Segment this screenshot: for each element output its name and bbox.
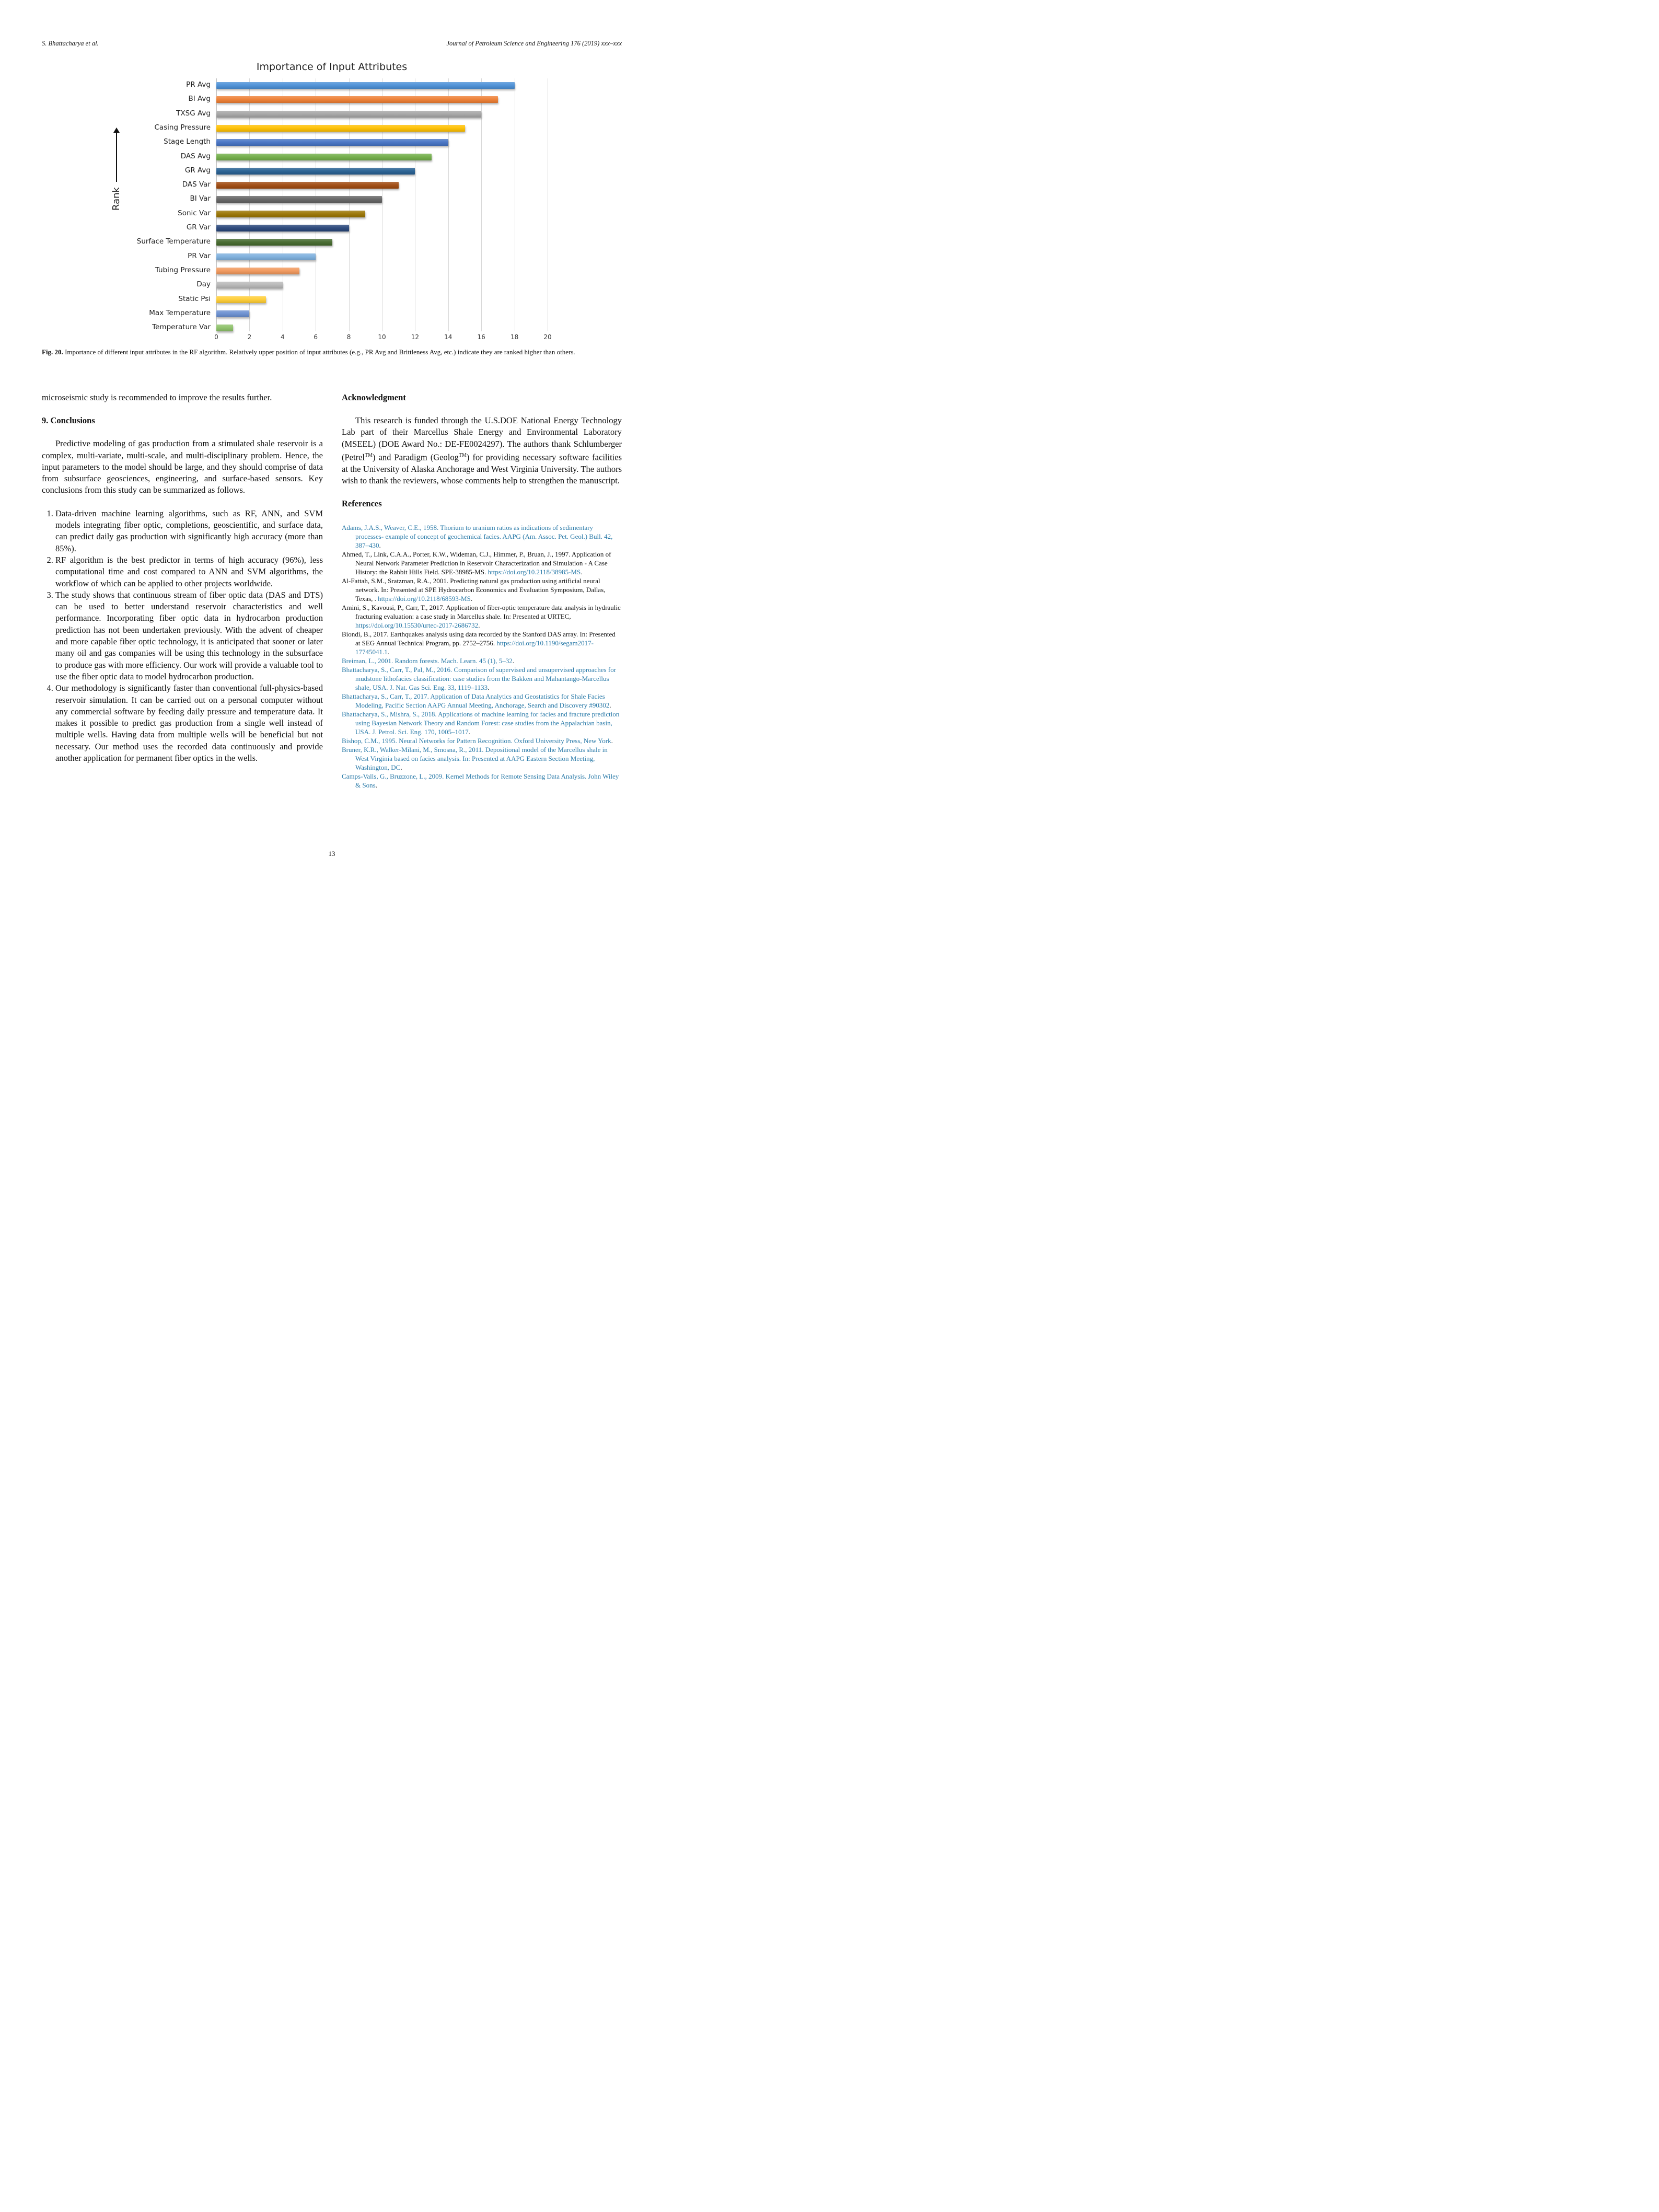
reference-text: Al-Fattah, S.M., Sratzman, R.A., 2001. Predicting natural gas production using artificial neural network. In: Presented at SPE Hydrocarbon Economics and Evaluation Symposium, Dallas, Texas, .	[342, 577, 606, 603]
figure-20-chart	[0, 0, 664, 345]
bar	[216, 325, 233, 331]
bar-row	[152, 321, 548, 335]
left-column	[42, 392, 323, 764]
reference-entry	[342, 710, 622, 736]
category-label: GR Avg	[184, 166, 211, 175]
category-label: BI Var	[190, 194, 211, 203]
conclusions-list	[42, 508, 323, 765]
conclusion-item: 2. RF algorithm is the best predictor in terms of high accuracy (96%), less computational time and cost compared to ANN and SVM algorithms, the workflow of which can be applied to other projects worldwide.	[55, 554, 323, 589]
ack-text: ) for providing necessary software facilities at the University of Alaska Anchorage and West Virginia University. The authors wish to thank the reviewers, whose comments help to strengthen the manuscript.	[342, 452, 622, 485]
bar-row	[154, 121, 548, 135]
reference-entry	[342, 745, 622, 772]
running-header-journal: Journal of Petroleum Science and Engineering 176 (2019) xxx–xxx	[446, 40, 622, 47]
section-heading-references: References	[342, 499, 382, 509]
reference-entry	[342, 665, 622, 692]
bar	[216, 82, 515, 89]
reference-link[interactable]: https://doi.org/10.1190/segam2017-17745041.1	[355, 639, 594, 656]
category-label: Casing Pressure	[154, 123, 211, 132]
category-label: DAS Var	[182, 180, 211, 189]
acknowledgment-paragraph	[342, 415, 622, 487]
x-tick-label: 0	[214, 333, 218, 341]
reference-tail: .	[379, 541, 381, 550]
bar	[216, 253, 316, 260]
bar	[216, 268, 299, 274]
bar-row	[178, 293, 548, 307]
reference-entry	[342, 523, 622, 550]
bar-row	[176, 107, 548, 121]
bar	[216, 182, 399, 189]
x-tick-label: 12	[411, 333, 420, 341]
category-label: Day	[196, 280, 211, 289]
reference-entry	[342, 736, 622, 745]
reference-text: Amini, S., Kavousi, P., Carr, T., 2017. Application of fiber-optic temperature data analysis in hydraulic fracturing evaluation: a case study in Marcellus shale. In: Presented at URTEC,	[342, 604, 621, 621]
bar	[216, 239, 332, 246]
x-tick-label: 10	[378, 333, 386, 341]
figure-caption-text: Importance of different input attributes in the RF algorithm. Relatively upper position of input attributes (e.g., PR Avg and Brittleness Avg, etc.) indicate they are ranked higher than others.	[65, 348, 575, 356]
reference-link[interactable]: Bruner, K.R., Walker-Milani, M., Smosna, R., 2011. Depositional model of the Marcellus shale in West Virginia based on facies analysis. In: Presented at AAPG Eastern Section Meeting, Washington, DC	[342, 746, 608, 772]
reference-link[interactable]: Adams, J.A.S., Weaver, C.E., 1958. Thorium to uranium ratios as indications of sedimentary processes- example of concept of geochemical facies. AAPG (Am. Assoc. Pet. Geol.) Bull. 42, 387–430	[342, 524, 613, 550]
reference-text: Ahmed, T., Link, C.A.A., Porter, K.W., Wideman, C.J., Himmer, P., Bruan, J., 1997. Application of Neural Network Parameter Prediction in Reservoir Characterization and Simulation - A Case History: the Rabbit Hills Field. SPE-38985-MS.	[342, 550, 611, 576]
category-label: Sonic Var	[178, 209, 211, 217]
reference-link[interactable]: Bishop, C.M., 1995. Neural Networks for Pattern Recognition. Oxford University Press, New York	[342, 737, 611, 745]
reference-link[interactable]: Breiman, L., 2001. Random forests. Mach. Learn. 45 (1), 5–32	[342, 657, 513, 665]
x-tick-label: 8	[346, 333, 351, 341]
chart-title: Importance of Input Attributes	[256, 61, 408, 73]
category-label: Tubing Pressure	[155, 265, 211, 274]
figure-caption	[42, 347, 622, 357]
category-label: PR Avg	[186, 80, 211, 89]
references-list	[342, 523, 622, 790]
reference-tail: .	[470, 595, 473, 603]
ack-text: This research is funded through the U.S.DOE National Energy Technology Lab part of their Marcellus Shale Energy and Environmental Laboratory (MSEEL) (DOE Award No.: DE-FE0024297). The authors thank Schlumberger (Petrel	[342, 415, 622, 462]
reference-link[interactable]: Camps-Valls, G., Bruzzone, L., 2009. Kernel Methods for Remote Sensing Data Analysis. John Wiley & Sons	[342, 772, 619, 790]
reference-tail: .	[468, 728, 470, 736]
reference-link[interactable]: Bhattacharya, S., Carr, T., 2017. Application of Data Analytics and Geostatistics for Shale Facies Modeling, Pacific Section AAPG Annual Meeting, Anchorage, Search and Discovery #90302	[342, 692, 610, 710]
reference-tail: .	[387, 648, 389, 656]
running-header-authors: S. Bhattacharya et al.	[42, 40, 99, 47]
bar-row	[182, 178, 548, 192]
reference-tail: .	[478, 621, 480, 630]
bar-row	[136, 235, 548, 249]
trademark-mark: TM	[458, 452, 467, 458]
reference-entry	[342, 692, 622, 710]
conclusion-item: 1. Data-driven machine learning algorithms, such as RF, ANN, and SVM models integrating fiber optic, completions, geoscientific, and surface data, can predict daily gas production with significantly high accuracy (more than 85%).	[55, 508, 323, 554]
reference-text: Biondi, B., 2017. Earthquakes analysis using data recorded by the Stanford DAS array. In: Presented at SEG Annual Technical Program, pp. 2752–2756.	[342, 630, 616, 647]
section-heading-conclusions: 9. Conclusions	[42, 415, 95, 426]
x-tick-label: 2	[247, 333, 252, 341]
bar-row	[196, 278, 548, 292]
bar-row	[164, 135, 548, 149]
bar	[216, 310, 249, 317]
bar	[216, 125, 465, 132]
bar	[216, 196, 382, 203]
bar	[216, 282, 283, 288]
category-label: TXSG Avg	[176, 109, 211, 118]
x-tick-label: 18	[510, 333, 519, 341]
reference-entry	[342, 630, 622, 656]
bar	[216, 154, 432, 160]
bar-row	[186, 78, 548, 92]
category-label: Temperature Var	[152, 323, 211, 332]
category-label: Max Temperature	[149, 308, 211, 317]
plot-area	[136, 78, 552, 341]
x-tick-label: 14	[444, 333, 453, 341]
rank-arrow-line	[116, 132, 117, 182]
y-axis-label: Rank	[110, 187, 122, 211]
conclusions-intro: Predictive modeling of gas production from a stimulated shale reservoir is a complex, multi-variate, multi-scale, and multi-disciplinary problem. Hence, the input parameters to the model should be large, and they should comprise of data from subsurface geosciences, engineering, and surface-based sensors. Key conclusions from this study can be summarized as follows.	[42, 438, 323, 495]
reference-tail: .	[400, 763, 402, 772]
reference-entry	[342, 603, 622, 630]
bar	[216, 168, 415, 175]
bar-row	[180, 150, 548, 164]
bar	[216, 296, 266, 303]
reference-tail: .	[611, 737, 613, 745]
right-column	[342, 392, 622, 790]
bar-row	[155, 264, 548, 278]
reference-tail: .	[375, 781, 377, 790]
reference-tail: .	[512, 657, 514, 665]
ack-text: ) and Paradigm (Geolog	[372, 452, 459, 462]
continuation-paragraph: microseismic study is recommended to improve the results further.	[42, 392, 272, 402]
bar	[216, 111, 481, 118]
x-tick-label: 6	[314, 333, 318, 341]
figure-label: Fig. 20.	[42, 348, 63, 356]
reference-tail: .	[488, 684, 490, 692]
x-tick-label: 4	[280, 333, 285, 341]
category-label: GR Var	[186, 223, 211, 231]
bar	[216, 96, 498, 103]
reference-entry	[342, 576, 622, 603]
reference-link[interactable]: https://doi.org/10.2118/38985-MS	[488, 568, 581, 576]
x-tick-label: 16	[477, 333, 485, 341]
category-label: DAS Avg	[180, 152, 211, 160]
category-label: Surface Temperature	[136, 237, 211, 246]
conclusion-item: 4. Our methodology is significantly faster than conventional full-physics-based reservoir simulation. It can be carried out on a personal computer without any commercial software by feeding daily pressure and temperature data. It makes it possible to predict gas production from a single well instead of multiple wells. Having data from multiple wells will be beneficial but not necessary. Our method uses the recorded data continuously and provide another application for permanent fiber optics in the wells.	[55, 682, 323, 764]
bar-row	[149, 307, 548, 321]
bar-row	[190, 192, 548, 206]
page-number: 13	[328, 850, 335, 858]
category-label: PR Var	[188, 251, 211, 260]
reference-tail: .	[581, 568, 583, 576]
bar	[216, 211, 365, 217]
reference-entry	[342, 550, 622, 576]
reference-link[interactable]: https://doi.org/10.15530/urtec-2017-2686732	[355, 621, 479, 630]
reference-entry	[342, 656, 622, 665]
category-label: Static Psi	[178, 294, 211, 303]
rank-axis	[111, 128, 123, 213]
bar	[216, 139, 448, 146]
bar-row	[178, 207, 548, 221]
category-label: Stage Length	[164, 137, 211, 146]
reference-tail: .	[609, 701, 611, 710]
bar-row	[186, 221, 548, 235]
reference-link[interactable]: Bhattacharya, S., Mishra, S., 2018. Applications of machine learning for facies and fracture prediction using Bayesian Network Theory and Random Forest: case studies from the Appalachian basin, USA. J. Petrol. Sci. Eng. 170, 1005–1017	[342, 710, 620, 736]
bar-row	[188, 92, 548, 107]
trademark-mark: TM	[364, 452, 373, 458]
section-heading-acknowledgment: Acknowledgment	[342, 392, 406, 402]
reference-entry	[342, 772, 622, 790]
reference-link[interactable]: Bhattacharya, S., Carr, T., Pal, M., 2016. Comparison of supervised and unsupervised approaches for mudstone lithofacies classification: case studies from the Bakken and Mahantango-Marcellus shale, USA. J. Nat. Gas Sci. Eng. 33, 1119–1133	[342, 666, 617, 692]
bar-row	[184, 164, 548, 178]
reference-link[interactable]: https://doi.org/10.2118/68593-MS	[378, 595, 471, 603]
category-label: BI Avg	[188, 95, 211, 103]
conclusion-item: 3. The study shows that continuous stream of fiber optic data (DAS and DTS) can be used to better understand reservoir characteristics and well performance. Incorporating fiber optic data in hydrocarbon production prediction has not been undertaken previously. With the advent of cheaper and more capable fiber optic technology, it is anticipated that sooner or later many oil and gas companies will be using this technology in the subsurface to produce gas with more efficiency. Our work will provide a valuable tool to use the fiber optic data to model hydrocarbon production.	[55, 589, 323, 682]
x-tick-label: 20	[543, 333, 552, 341]
bar-row	[188, 250, 548, 264]
bar	[216, 225, 349, 231]
